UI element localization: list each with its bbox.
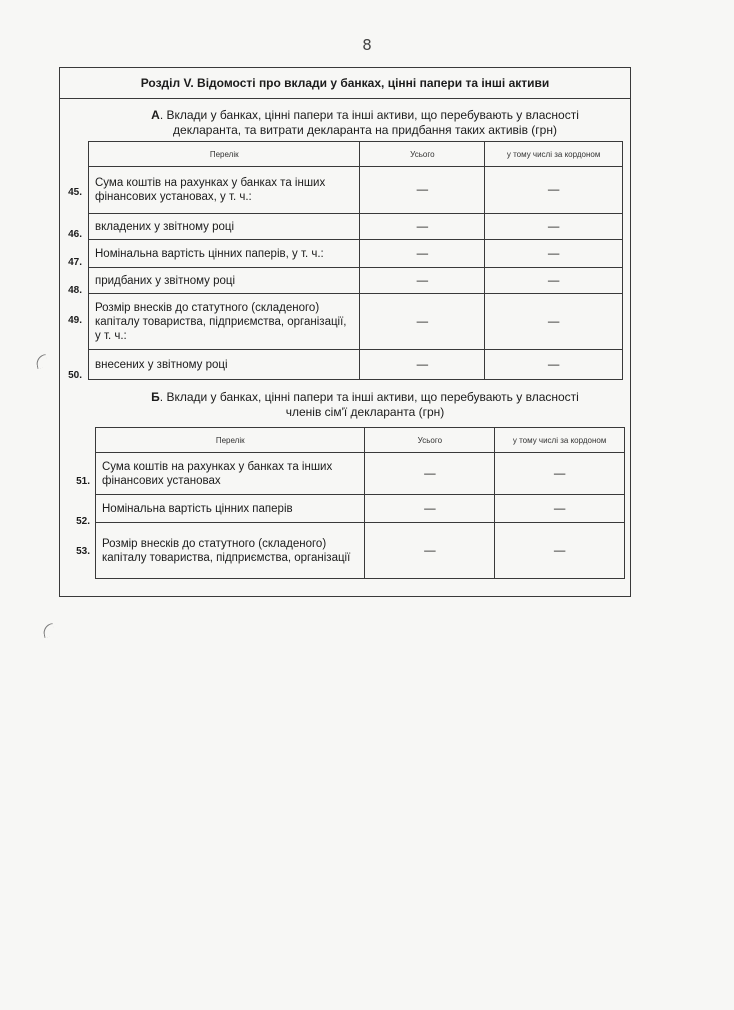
abroad-value: — xyxy=(495,453,625,495)
col-header-total: Усього xyxy=(360,142,485,167)
row-number: 46. xyxy=(68,229,82,240)
table-row xyxy=(89,240,623,268)
row-label: Розмір внесків до статутного (складеного) капіталу товариства, підприємства, організації xyxy=(96,523,365,579)
row-label: Сума коштів на рахунках у банках та інших фінансових установах xyxy=(96,453,365,495)
part-a-table xyxy=(88,141,623,380)
abroad-value: — xyxy=(485,268,623,294)
part-a-letter: А xyxy=(151,108,160,122)
col-header-list: Перелік xyxy=(96,428,365,453)
part-a-caption-rest: . Вклади у банках, цінні папери та інші активи, що перебувають у власності xyxy=(159,108,579,122)
part-b-caption-line2: членів сім'ї декларанта (грн) xyxy=(285,405,445,419)
row-label: Сума коштів на рахунках у банках та інших фінансових установах, у т. ч.: xyxy=(89,167,360,214)
table-row xyxy=(89,294,623,350)
row-number: 48. xyxy=(68,285,82,296)
row-number: 50. xyxy=(68,370,82,381)
part-b-table xyxy=(95,427,625,579)
row-number: 53. xyxy=(76,546,90,557)
row-label: внесених у звітному році xyxy=(89,350,360,380)
total-value: — xyxy=(365,495,495,523)
row-number: 51. xyxy=(76,476,90,487)
total-value: — xyxy=(360,167,485,214)
total-value: — xyxy=(360,268,485,294)
abroad-value: — xyxy=(495,523,625,579)
part-a-header-row xyxy=(89,142,623,167)
col-header-total: Усього xyxy=(365,428,495,453)
part-b-caption-line1 xyxy=(100,390,630,405)
total-value: — xyxy=(360,294,485,350)
punch-hole-mark xyxy=(42,623,55,638)
part-a-caption-line2: декларанта, та витрати декларанта на придбання таких активів (грн) xyxy=(173,123,557,137)
total-value: — xyxy=(360,214,485,240)
part-a-caption-line1 xyxy=(100,108,630,123)
table-row xyxy=(89,350,623,380)
section-title: Розділ V. Відомості про вклади у банках, цінні папери та інші активи xyxy=(60,68,630,99)
part-b-header-row xyxy=(96,428,625,453)
table-row xyxy=(96,523,625,579)
punch-hole-mark xyxy=(35,354,48,369)
table-row xyxy=(89,167,623,214)
row-number: 52. xyxy=(76,516,90,527)
total-value: — xyxy=(365,523,495,579)
abroad-value: — xyxy=(495,495,625,523)
table-row xyxy=(89,268,623,294)
row-number: 47. xyxy=(68,257,82,268)
abroad-value: — xyxy=(485,294,623,350)
col-header-list: Перелік xyxy=(89,142,360,167)
row-number: 49. xyxy=(68,315,82,326)
table-row xyxy=(96,453,625,495)
part-b-caption-rest: . Вклади у банках, цінні папери та інші активи, що перебувають у власності xyxy=(159,390,579,404)
table-row xyxy=(89,214,623,240)
part-a-caption xyxy=(100,108,630,138)
row-label: вкладених у звітному році xyxy=(89,214,360,240)
row-label: Розмір внесків до статутного (складеного) капіталу товариства, підприємства, організації, у т. ч.: xyxy=(89,294,360,350)
abroad-value: — xyxy=(485,350,623,380)
part-b-letter: Б xyxy=(151,390,160,404)
abroad-value: — xyxy=(485,167,623,214)
abroad-value: — xyxy=(485,214,623,240)
col-header-abroad: у тому числі за кордоном xyxy=(485,142,623,167)
total-value: — xyxy=(365,453,495,495)
row-label: Номінальна вартість цінних паперів, у т. ч.: xyxy=(89,240,360,268)
row-label: Номінальна вартість цінних паперів xyxy=(96,495,365,523)
col-header-abroad: у тому числі за кордоном xyxy=(495,428,625,453)
page-number: 8 xyxy=(362,36,372,54)
abroad-value: — xyxy=(485,240,623,268)
total-value: — xyxy=(360,240,485,268)
row-number: 45. xyxy=(68,187,82,198)
row-label: придбаних у звітному році xyxy=(89,268,360,294)
part-b-caption xyxy=(100,390,630,420)
table-row xyxy=(96,495,625,523)
total-value: — xyxy=(360,350,485,380)
